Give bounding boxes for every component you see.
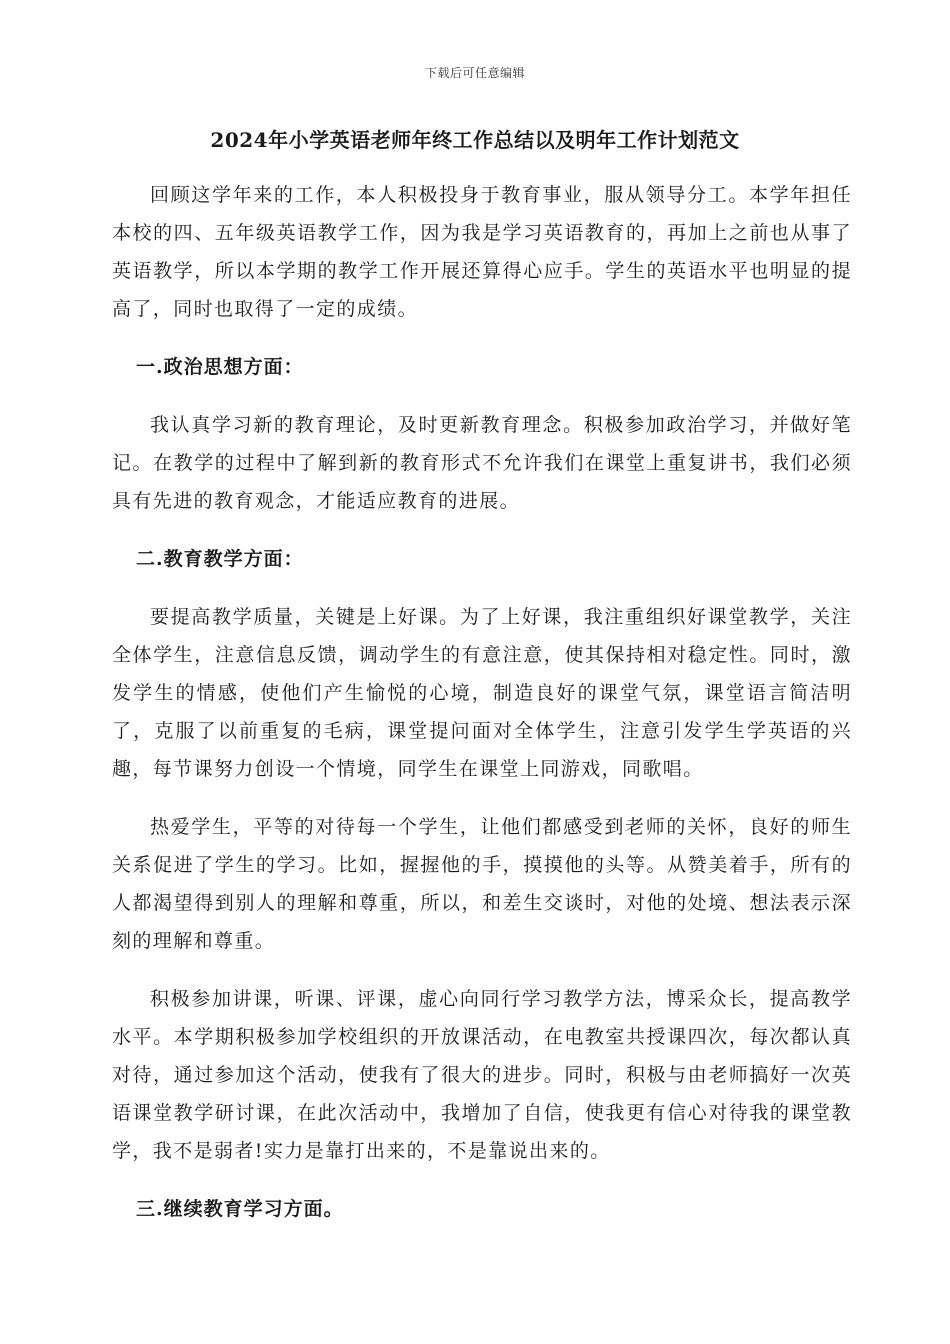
page-header-note: 下载后可任意编辑 (424, 66, 525, 80)
section-paragraph: 我认真学习新的教育理论，及时更新教育理念。积极参加政治学习，并做好笔记。在教学的过程中了解到新的教育形式不允许我们在课堂上重复讲书，我们必须具有先进的教育观念，才能适应教育的进展。 (112, 414, 852, 512)
section-heading-politics: 一.政治思想方面： (136, 356, 304, 378)
section-heading-continuing-education: 三.继续教育学习方面。 (136, 1198, 344, 1220)
section-heading-teaching: 二.教育教学方面： (136, 548, 304, 570)
document-body (112, 176, 852, 1248)
section-paragraph: 积极参加讲课，听课、评课，虚心向同行学习教学方法，博采众长，提高教学水平。本学期积极参加学校组织的开放课活动，在电教室共授课四次，每次都认真对待，通过参加这个活动，使我有了很大的进步。同时，积极与由老师搞好一次英语课堂教学研讨课，在此次活动中，我增加了自信，使我更有信心对待我的课堂教学，我不是弱者!实力是靠打出来的，不是靠说出来的。 (112, 988, 852, 1162)
section-paragraph: 要提高教学质量，关键是上好课。为了上好课，我注重组织好课堂教学，关注全体学生，注意信息反馈，调动学生的有意注意，使其保持相对稳定性。同时，激发学生的情感，使他们产生愉悦的心境，制造良好的课堂气氛，课堂语言简洁明了，克服了以前重复的毛病，课堂提问面对全体学生，注意引发学生学英语的兴趣，每节课努力创设一个情境，同学生在课堂上同游戏，同歌唱。 (112, 606, 852, 780)
intro-paragraph: 回顾这学年来的工作，本人积极投身于教育事业，服从领导分工。本学年担任本校的四、五年级英语教学工作，因为我是学习英语教育的，再加上之前也从事了英语教学，所以本学期的教学工作开展还算得心应手。学生的英语水平也明显的提高了，同时也取得了一定的成绩。 (112, 184, 852, 320)
document-title: 2024年小学英语老师年终工作总结以及明年工作计划范文 (210, 128, 740, 152)
section-paragraph: 热爱学生，平等的对待每一个学生，让他们都感受到老师的关怀，良好的师生关系促进了学生的学习。比如，握握他的手，摸摸他的头等。从赞美着手，所有的人都渴望得到别人的理解和尊重，所以，和差生交谈时，对他的处境、想法表示深刻的理解和尊重。 (112, 816, 852, 952)
